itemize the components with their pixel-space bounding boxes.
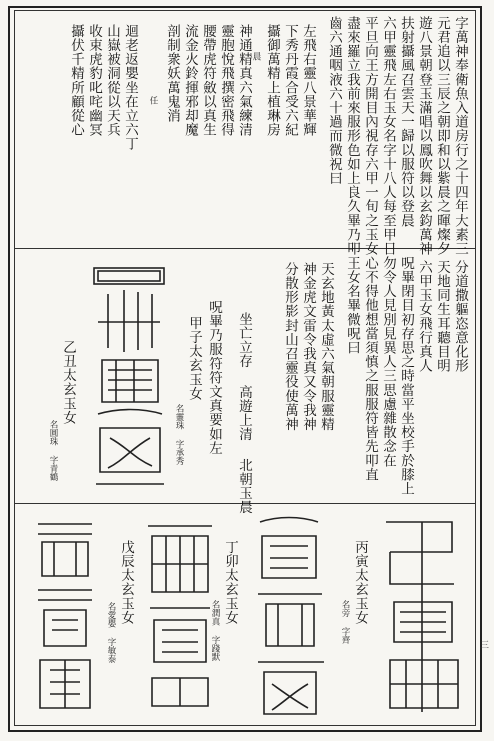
text-column: 扶射攝風召雲天一歸以服符以登晨 (398, 16, 414, 228)
text-column: 攝御萬精上植琳房 (264, 24, 280, 137)
text-column: 攝伏千精所顧從心 (68, 24, 84, 137)
text-column: 剖制衆妖萬鬼消 (164, 24, 180, 123)
section-divider-top (14, 248, 476, 249)
caption-date: 丙寅太玄玉女 (352, 540, 368, 625)
text-column: 腰帶虎符斂以真生 (200, 24, 216, 137)
text-column: 天地同生耳聽目明 (434, 260, 450, 373)
text-column: 字萬神奉衛魚入道房行之十四年大素三 (452, 16, 468, 256)
seal-caption-date: 乙丑太玄玉女 (60, 340, 76, 425)
text-column: 靈胞悅飛撰密飛得 (218, 24, 234, 137)
text-column: 左飛右靈八景華輝 (300, 24, 316, 137)
talisman-instruction: 呪畢乃服符符文真要如左 (206, 300, 222, 456)
text-column: 元君追以三辰之朝即和以紫晨之暉燦夕 (434, 16, 450, 256)
seal-talisman-character (142, 512, 218, 712)
text-column: 分散形影封山召靈役使萬神 (282, 262, 298, 432)
talisman-date: 甲子太玄玉女 (186, 316, 202, 401)
caption-note: 名旁 字齊 (340, 600, 350, 644)
seal-talisman-character (30, 512, 100, 716)
text-column: 下秀丹霞合受六紀 (282, 24, 298, 137)
caption-note: 名潤真 字踐默 (210, 600, 220, 661)
text-column: 迴老返嬰坐在立六丁 (122, 24, 138, 151)
text-column: 勿令人見別見異人三思慮雜散念在 (380, 256, 396, 468)
seal-talisman-character (380, 512, 466, 726)
text-column: 平旦向王方開目內視存六甲一旬之玉女 (362, 16, 378, 256)
text-column: 神通精真六氣練清 (236, 24, 252, 137)
text-column: 呪畢閉目初存思之時當平坐校手於膝上 (398, 256, 414, 496)
talisman-verse: 坐亡立存 高遊上清 北朝玉晨 (236, 312, 252, 515)
text-column: 王女名畢微呪曰 (344, 256, 360, 355)
small-note: 晨 (251, 52, 261, 61)
text-column: 遊八景朝登玉滿唱以鳳吹舞以玄鈞萬神 (416, 16, 432, 256)
seal-talisman-character (88, 262, 170, 496)
text-column: 六甲玉女飛行真人 (416, 260, 432, 373)
text-column: 收束虎豹叱咤幽冥 (86, 24, 102, 137)
text-column: 齒六通咽液六十過而微祝曰 (326, 16, 342, 186)
seal-talisman-character (248, 512, 330, 724)
page-marker: 三 (478, 640, 488, 649)
caption-date: 戊辰太玄玉女 (118, 540, 134, 625)
small-note: 任 (148, 96, 158, 105)
caption-date: 丁卯太玄玉女 (222, 540, 238, 625)
text-column: 心不得他想當須慎之服服符皆先叩直 (362, 256, 378, 482)
text-column: 盡來羅立我前來服形色如上良久畢乃叩 (344, 16, 360, 256)
text-column: 流金火鈴揮邪却魔 (182, 24, 198, 137)
talisman-note: 名靈珠 字承秀 (174, 404, 184, 465)
text-column: 天玄地黃太虛六氣朝服靈精 (318, 262, 334, 432)
text-column: 山嶽被洞從以天兵 (104, 24, 120, 137)
text-column: 神金虎文雷令我真又令我神 (300, 262, 316, 432)
caption-note: 名愛嬰 字敏泰 (106, 602, 116, 663)
text-column: 分道撒軀恣意化形 (452, 260, 468, 373)
seal-caption-note: 名圓珠 字青鶴 (48, 420, 58, 481)
text-column: 六甲靈飛左右玉女名字十八人每至甲日 (380, 16, 396, 256)
